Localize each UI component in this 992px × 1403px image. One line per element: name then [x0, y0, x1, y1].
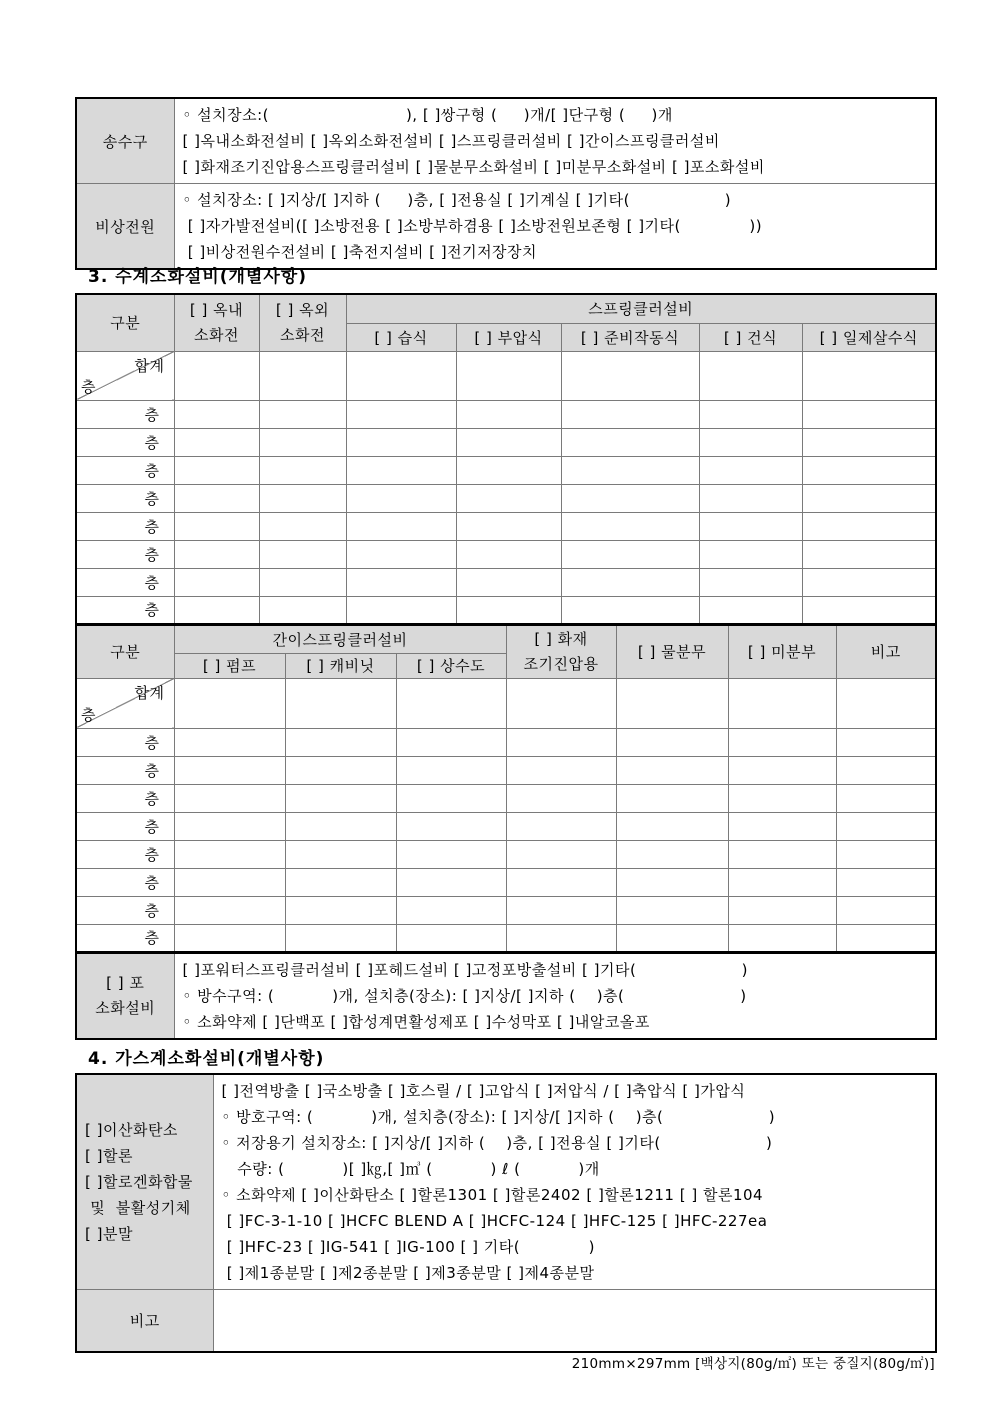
empty-cell [456, 456, 561, 484]
diagonal-header-cell [76, 351, 174, 400]
table2-floor-row [76, 756, 936, 784]
empty-cell [561, 400, 699, 428]
header-simple-sprinkler-group: 간이스프링클러설비 [174, 625, 506, 653]
empty-cell [506, 896, 616, 924]
empty-cell [346, 351, 456, 400]
foam-label [76, 953, 174, 1039]
header-waterworks: [ ] 상수도 [396, 653, 506, 678]
empty-cell [259, 540, 346, 568]
gas-content [213, 1074, 936, 1290]
floor-label: 층 [76, 484, 174, 512]
header-indoor-line1: [ ] 옥내 [189, 300, 244, 319]
corner-floor-label: 층 [81, 705, 96, 724]
section4-title: 4. 가스계소화설비(개별사항) [88, 1049, 325, 1069]
empty-cell [456, 512, 561, 540]
empty-cell [616, 784, 728, 812]
empty-cell [836, 924, 936, 952]
gas-row [76, 1074, 936, 1290]
empty-cell [802, 428, 936, 456]
empty-cell [802, 540, 936, 568]
table2-floor-row [76, 924, 936, 952]
table2-total-row [76, 678, 936, 728]
empty-cell [561, 351, 699, 400]
empty-cell [396, 924, 506, 952]
empty-cell [728, 756, 836, 784]
header-pump: [ ] 펌프 [174, 653, 285, 678]
empty-cell [616, 840, 728, 868]
empty-cell [285, 784, 396, 812]
empty-cell [346, 512, 456, 540]
empty-cell [285, 868, 396, 896]
empty-cell [285, 924, 396, 952]
empty-cell [561, 484, 699, 512]
foam-row [76, 953, 936, 1039]
empty-cell [259, 596, 346, 624]
header-wet: [ ] 습식 [346, 323, 456, 351]
table-simple-sprinkler [75, 624, 937, 953]
empty-cell [836, 756, 936, 784]
emergency-power-line: ◦ 설치장소: [ ]지상/[ ]지하 ( )층, [ ]전용실 [ ]기계실 [ ]기타( ) [182, 191, 732, 209]
header-cabinet: [ ] 캐비닛 [285, 653, 396, 678]
table1-floor-row [76, 456, 936, 484]
empty-cell [174, 678, 285, 728]
empty-cell [259, 484, 346, 512]
remarks-row [76, 1290, 936, 1352]
table2-floor-row [76, 784, 936, 812]
empty-cell [728, 924, 836, 952]
empty-cell [802, 596, 936, 624]
header-water-mist: [ ] 미분부 [728, 625, 836, 678]
gas-line: ◦ 소화약제 [ ]이산화탄소 [ ]할론1301 [ ]할론2402 [ ]할론1211 [ ] 할론104 [221, 1186, 764, 1204]
foam-line: ◦ 방수구역: ( )개, 설치층(장소): [ ]지상/[ ]지하 ( )층( ) [182, 987, 747, 1005]
empty-cell [346, 568, 456, 596]
gas-label: [ ]분말 [85, 1225, 133, 1243]
empty-cell [259, 568, 346, 596]
empty-cell [396, 812, 506, 840]
gas-label: 및 불활성기체 [85, 1199, 191, 1217]
empty-cell [285, 896, 396, 924]
empty-cell [728, 840, 836, 868]
gas-label: [ ]이산화탄소 [85, 1121, 178, 1139]
table1-floor-row [76, 512, 936, 540]
empty-cell [174, 428, 259, 456]
floor-label: 층 [76, 812, 174, 840]
empty-cell [396, 678, 506, 728]
empty-cell [259, 351, 346, 400]
table2-floor-row [76, 868, 936, 896]
header-early-line1: [ ] 화재 [534, 629, 588, 648]
emergency-power-line: [ ]비상전원수전설비 [ ]축전지설비 [ ]전기저장장치 [182, 243, 538, 261]
gas-agent-labels [76, 1074, 213, 1290]
empty-cell [561, 596, 699, 624]
empty-cell [174, 812, 285, 840]
floor-label: 층 [76, 896, 174, 924]
remarks-content-empty [213, 1290, 936, 1352]
row-emergency-power [76, 184, 936, 270]
empty-cell [174, 484, 259, 512]
empty-cell [456, 428, 561, 456]
empty-cell [174, 840, 285, 868]
empty-cell [699, 456, 802, 484]
empty-cell [616, 812, 728, 840]
empty-cell [802, 568, 936, 596]
table1-floor-row [76, 596, 936, 624]
empty-cell [456, 540, 561, 568]
empty-cell [506, 868, 616, 896]
empty-cell [728, 868, 836, 896]
empty-cell [699, 512, 802, 540]
empty-cell [259, 400, 346, 428]
empty-cell [616, 868, 728, 896]
empty-cell [802, 400, 936, 428]
floor-label: 층 [76, 596, 174, 624]
empty-cell [174, 756, 285, 784]
header-sprinkler-group: 스프링클러설비 [346, 294, 936, 323]
songsugu-line: ◦ 설치장소:( ), [ ]쌍구형 ( )개/[ ]단구형 ( )개 [182, 106, 673, 124]
floor-label: 층 [76, 784, 174, 812]
header-water-spray: [ ] 물분무 [616, 625, 728, 678]
emergency-power-line: [ ]자가발전설비([ ]소방전용 [ ]소방부하겸용 [ ]소방전원보존형 [ ]기타( )) [182, 217, 763, 235]
empty-cell [396, 756, 506, 784]
empty-cell [802, 512, 936, 540]
gas-line: ◦ 방호구역: ( )개, 설치층(장소): [ ]지상/[ ]지하 ( )층( ) [221, 1108, 776, 1126]
empty-cell [346, 484, 456, 512]
floor-label: 층 [76, 540, 174, 568]
foam-label-line2: 소화설비 [95, 999, 156, 1017]
table1-floor-row [76, 400, 936, 428]
empty-cell [346, 428, 456, 456]
header-indoor-hydrant [174, 294, 259, 351]
foam-label-line1: [ ] 포 [106, 974, 145, 992]
empty-cell [561, 540, 699, 568]
floor-label: 층 [76, 568, 174, 596]
foam-line: ◦ 소화약제 [ ]단백포 [ ]합성계면활성제포 [ ]수성막포 [ ]내알코올포 [182, 1013, 650, 1031]
empty-cell [174, 400, 259, 428]
empty-cell [728, 896, 836, 924]
empty-cell [174, 596, 259, 624]
songsugu-line: [ ]화재조기진압용스프링클러설비 [ ]물분무소화설비 [ ]미분무소화설비 [ ]포소화설비 [182, 158, 765, 176]
floor-label: 층 [76, 756, 174, 784]
table2-floor-row [76, 812, 936, 840]
empty-cell [506, 728, 616, 756]
floor-label: 층 [76, 868, 174, 896]
empty-cell [456, 400, 561, 428]
empty-cell [456, 484, 561, 512]
header-indoor-line2: 소화전 [194, 325, 239, 344]
empty-cell [699, 596, 802, 624]
empty-cell [174, 351, 259, 400]
table-riser-emergency-power [75, 97, 937, 270]
empty-cell [174, 512, 259, 540]
floor-label: 층 [76, 840, 174, 868]
floor-label: 층 [76, 924, 174, 952]
corner-total-label: 합계 [134, 356, 165, 375]
empty-cell [836, 868, 936, 896]
header-early-line2: 조기진압용 [523, 654, 599, 673]
empty-cell [346, 400, 456, 428]
empty-cell [561, 568, 699, 596]
header-dry: [ ] 건식 [699, 323, 802, 351]
empty-cell [285, 812, 396, 840]
empty-cell [616, 924, 728, 952]
header-gubun: 구분 [76, 625, 174, 678]
empty-cell [346, 540, 456, 568]
songsugu-line: [ ]옥내소화전설비 [ ]옥외소화전설비 [ ]스프링클러설비 [ ]간이스프링클러설비 [182, 132, 720, 150]
header-negative-pressure: [ ] 부압식 [456, 323, 561, 351]
table2-floor-row [76, 840, 936, 868]
empty-cell [802, 456, 936, 484]
empty-cell [728, 784, 836, 812]
foam-line: [ ]포워터스프링클러설비 [ ]포헤드설비 [ ]고정포방출설비 [ ]기타( ) [182, 961, 749, 979]
empty-cell [699, 400, 802, 428]
empty-cell [259, 428, 346, 456]
diagonal-header-cell [76, 678, 174, 728]
empty-cell [728, 678, 836, 728]
empty-cell [396, 868, 506, 896]
remarks-label: 비고 [76, 1290, 213, 1352]
row-label-emergency-power: 비상전원 [76, 184, 174, 270]
header-preaction: [ ] 준비작동식 [561, 323, 699, 351]
empty-cell [456, 568, 561, 596]
empty-cell [506, 812, 616, 840]
floor-label: 층 [76, 512, 174, 540]
table1-floor-row [76, 568, 936, 596]
empty-cell [561, 428, 699, 456]
empty-cell [836, 728, 936, 756]
empty-cell [699, 428, 802, 456]
songsugu-content [174, 98, 936, 184]
empty-cell [561, 512, 699, 540]
empty-cell [506, 784, 616, 812]
empty-cell [506, 678, 616, 728]
empty-cell [346, 456, 456, 484]
empty-cell [259, 512, 346, 540]
empty-cell [506, 924, 616, 952]
empty-cell [699, 351, 802, 400]
row-label-songsugu: 송수구 [76, 98, 174, 184]
section3-title: 3. 수계소화설비(개별사항) [88, 267, 307, 287]
empty-cell [174, 784, 285, 812]
table1-floor-row [76, 484, 936, 512]
empty-cell [836, 784, 936, 812]
empty-cell [346, 596, 456, 624]
table-water-systems [75, 293, 937, 625]
empty-cell [802, 351, 936, 400]
empty-cell [561, 456, 699, 484]
empty-cell [699, 568, 802, 596]
empty-cell [699, 540, 802, 568]
empty-cell [506, 840, 616, 868]
header-early-suppression [506, 625, 616, 678]
empty-cell [836, 812, 936, 840]
empty-cell [728, 728, 836, 756]
empty-cell [396, 728, 506, 756]
empty-cell [396, 784, 506, 812]
table1-floor-row [76, 540, 936, 568]
gas-line: [ ]HFC-23 [ ]IG-541 [ ]IG-100 [ ] 기타( ) [221, 1238, 595, 1256]
empty-cell [699, 484, 802, 512]
floor-label: 층 [76, 728, 174, 756]
floor-label: 층 [76, 400, 174, 428]
header-remarks: 비고 [836, 625, 936, 678]
empty-cell [616, 678, 728, 728]
empty-cell [616, 728, 728, 756]
empty-cell [174, 540, 259, 568]
emergency-power-content [174, 184, 936, 270]
gas-line: [ ]FC-3-1-10 [ ]HCFC BLEND A [ ]HCFC-124 [ ]HFC-125 [ ]HFC-227ea [221, 1212, 768, 1230]
table2-floor-row [76, 728, 936, 756]
gas-line: 수량: ( )[ ]㎏,[ ]㎥ ( ) ℓ ( )개 [221, 1160, 600, 1178]
header-outdoor-line1: [ ] 옥외 [275, 300, 330, 319]
header-outdoor-hydrant [259, 294, 346, 351]
empty-cell [456, 351, 561, 400]
gas-line: [ ]전역방출 [ ]국소방출 [ ]호스릴 / [ ]고압식 [ ]저압식 / [ ]축압식 [ ]가압식 [221, 1082, 746, 1100]
empty-cell [174, 924, 285, 952]
table1-total-row [76, 351, 936, 400]
floor-label: 층 [76, 428, 174, 456]
header-gubun: 구분 [76, 294, 174, 351]
table1-header-row1 [76, 294, 936, 323]
header-outdoor-line2: 소화전 [280, 325, 325, 344]
empty-cell [836, 678, 936, 728]
foam-content [174, 953, 936, 1039]
corner-total-label: 합계 [134, 683, 165, 702]
table-gas-systems [75, 1073, 937, 1353]
gas-label: [ ]할로겐화합물 [85, 1173, 193, 1191]
empty-cell [802, 484, 936, 512]
empty-cell [285, 840, 396, 868]
gas-line: [ ]제1종분말 [ ]제2종분말 [ ]제3종분말 [ ]제4종분말 [221, 1264, 595, 1282]
paper-spec-footer: 210mm×297mm [백상지(80g/㎡) 또는 중질지(80g/㎡)] [571, 1356, 935, 1372]
empty-cell [174, 868, 285, 896]
table-foam-system [75, 952, 937, 1040]
empty-cell [396, 840, 506, 868]
corner-floor-label: 층 [81, 377, 96, 396]
table2-floor-row [76, 896, 936, 924]
gas-line: ◦ 저장용기 설치장소: [ ]지상/[ ]지하 ( )층, [ ]전용실 [ ]기타( ) [221, 1134, 773, 1152]
empty-cell [285, 756, 396, 784]
empty-cell [174, 456, 259, 484]
empty-cell [259, 456, 346, 484]
empty-cell [456, 596, 561, 624]
empty-cell [836, 840, 936, 868]
gas-label: [ ]할론 [85, 1147, 133, 1165]
table2-header-row1 [76, 625, 936, 653]
row-songsugu [76, 98, 936, 184]
empty-cell [616, 896, 728, 924]
empty-cell [174, 568, 259, 596]
header-deluge: [ ] 일제살수식 [802, 323, 936, 351]
empty-cell [174, 896, 285, 924]
empty-cell [174, 728, 285, 756]
empty-cell [506, 756, 616, 784]
empty-cell [285, 678, 396, 728]
floor-label: 층 [76, 456, 174, 484]
empty-cell [396, 896, 506, 924]
empty-cell [836, 896, 936, 924]
empty-cell [728, 812, 836, 840]
empty-cell [616, 756, 728, 784]
table1-floor-row [76, 428, 936, 456]
empty-cell [285, 728, 396, 756]
